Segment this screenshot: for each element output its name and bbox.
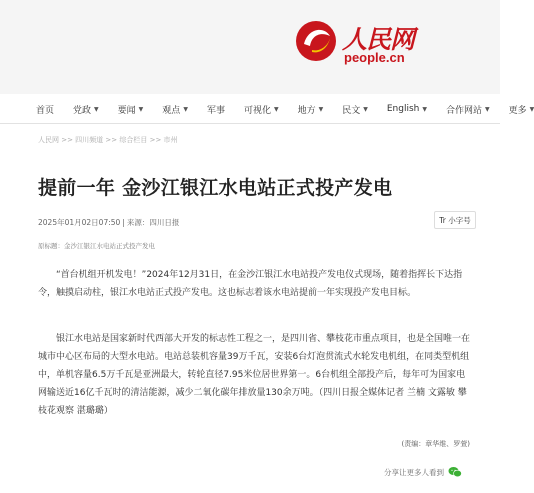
nav-item-label: English bbox=[386, 104, 420, 114]
nav-item[interactable] bbox=[207, 103, 225, 116]
nav-item[interactable] bbox=[342, 103, 368, 116]
chevron-down-icon: ▼ bbox=[318, 105, 324, 113]
breadcrumb[interactable]: 人民网 >> 四川频道 >> 综合栏目 >> 市州 bbox=[38, 136, 178, 144]
nav-item[interactable] bbox=[162, 103, 188, 116]
nav-item[interactable] bbox=[244, 103, 279, 116]
share-label: 分享让更多人看到 bbox=[384, 467, 444, 477]
nav-item[interactable] bbox=[298, 103, 324, 116]
nav-item[interactable] bbox=[36, 103, 54, 116]
nav-item-label: 可视化 bbox=[243, 105, 271, 116]
article-meta: 2025年01月02日07:50 | 来源：四川日报 bbox=[38, 218, 180, 227]
chevron-down-icon: ▼ bbox=[529, 105, 534, 113]
chevron-down-icon: ▼ bbox=[94, 105, 99, 113]
chevron-down-icon: ▼ bbox=[422, 105, 427, 113]
wechat-icon[interactable] bbox=[448, 466, 462, 478]
publish-datetime: 2025年01月02日07:50 bbox=[38, 218, 121, 227]
nav-list bbox=[0, 94, 534, 124]
share-bar[interactable] bbox=[384, 466, 462, 478]
nav-item-label: 军事 bbox=[206, 105, 225, 116]
nav-item-label: 观点 bbox=[162, 105, 181, 116]
nav-item[interactable] bbox=[387, 104, 427, 114]
logo-text-cn: 人民网 bbox=[342, 25, 415, 54]
logo-text-en: people.cn bbox=[344, 50, 405, 65]
nav-item-label: 民文 bbox=[342, 105, 361, 116]
main-nav bbox=[0, 94, 534, 124]
header-band bbox=[0, 0, 500, 94]
font-size-button[interactable]: Tr 小字号 bbox=[434, 211, 476, 229]
nav-item-label: 地方 bbox=[297, 105, 316, 116]
logo-emblem-icon bbox=[290, 14, 342, 66]
nav-item-label: 合作网站 bbox=[446, 105, 483, 116]
chevron-down-icon: ▼ bbox=[485, 105, 490, 113]
article-paragraph-1: “首台机组开机发电！”2024年12月31日，在金沙江银江水电站投产发电仪式现场，随着指挥长下达指令，触摸启动柱，银江水电站正式投产发电。这也标志着该水电站提前一年实现投产发电目标。 bbox=[38, 270, 463, 298]
nav-item-label: 要闻 bbox=[117, 105, 136, 116]
nav-item[interactable] bbox=[118, 103, 144, 116]
nav-item[interactable] bbox=[73, 103, 99, 116]
nav-item[interactable] bbox=[509, 103, 534, 116]
article-source[interactable]: 来源：四川日报 bbox=[126, 218, 180, 227]
nav-item-label: 更多 bbox=[508, 105, 527, 116]
nav-item-label: 党政 bbox=[73, 105, 92, 116]
article-paragraph-2: 银江水电站是国家新时代西部大开发的标志性工程之一，是四川省、攀枝花市重点项目，也是全国唯一在城市中心区布局的大型水电站。电站总装机容量39万千瓦，安装6台灯泡贯流式水轮发电机组，在同类型机组中，单机容量6.5万千瓦是亚洲最大，转轮直径7.95米位居世界第一。6台机组全部投产后，每年可为国家电网输送近16亿千瓦时的清洁能源，减少二氧化碳年排放量130余万吨。（四川日报全媒体记者 兰楠 文露敏 攀枝花观察 湛璐璐） bbox=[38, 334, 471, 416]
chevron-down-icon: ▼ bbox=[138, 105, 144, 113]
editor-credit: (责编：章华维、罗萱) bbox=[401, 440, 470, 448]
original-title: 原标题：金沙江银江水电站正式投产发电 bbox=[38, 242, 155, 250]
chevron-down-icon: ▼ bbox=[273, 105, 279, 113]
chevron-down-icon: ▼ bbox=[363, 105, 368, 113]
nav-item-label: 首页 bbox=[36, 105, 55, 116]
nav-item[interactable] bbox=[446, 103, 490, 116]
site-logo[interactable] bbox=[290, 14, 430, 70]
chevron-down-icon: ▼ bbox=[183, 105, 188, 113]
page-title: 提前一年 金沙江银江水电站正式投产发电 bbox=[38, 177, 393, 199]
